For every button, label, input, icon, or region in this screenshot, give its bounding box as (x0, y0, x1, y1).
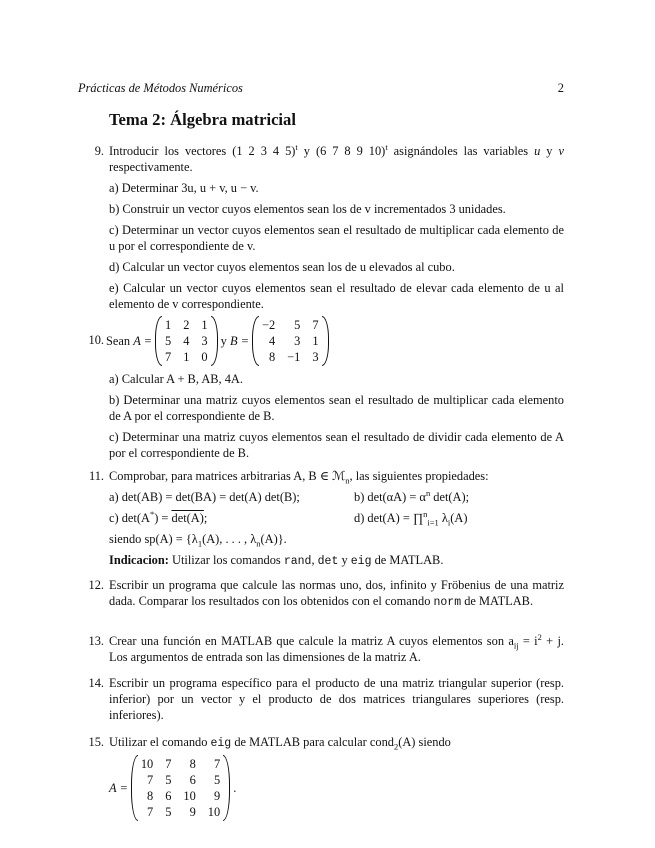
matrix-entry: 8 (147, 789, 154, 803)
matrix-entry: 0 (201, 350, 208, 364)
problem-number: 10. (88, 333, 104, 347)
problem-9 (78, 143, 564, 312)
matrix-entry: 7 (213, 757, 221, 771)
matrix-entry: 4 (268, 334, 276, 348)
matrix-entry: 1 (183, 350, 190, 364)
matrix-entry: 6 (189, 773, 196, 787)
problem-number: 13. (88, 634, 104, 648)
matrix-entry: 7 (165, 757, 172, 771)
matrix-entry: 1 (165, 318, 172, 332)
matrix-entry: 9 (189, 805, 196, 819)
matrix-A-4x4 (131, 755, 230, 821)
subitem-b: b) Construir un vector cuyos elementos sean los de v incrementados 3 unidades. (109, 202, 506, 216)
property-a: a) det(AB) = det(BA) = det(A) det(B); (109, 490, 300, 504)
matrix-entry: 5 (165, 334, 172, 348)
problem-10 (78, 316, 564, 461)
problem-number: 12. (88, 578, 104, 592)
matrix-entry: 1 (201, 318, 208, 332)
property-c: c) det(A*) = det(A); (109, 508, 208, 525)
problem-number: 15. (88, 735, 104, 749)
matrix-entry: 7 (312, 318, 319, 332)
problem-statement: Comprobar, para matrices arbitrarias A, B ∈ ℳ$_n$, las siguientes propiedades: (109, 469, 489, 486)
problem-statement: Introducir los vectores (1 2 3 4 5)$^t$ y (6 7 8 9 10)$^t$ asignándoles las variables u y v respectivamente. (109, 141, 564, 174)
running-title: Prácticas de Métodos Numéricos (78, 81, 243, 95)
subitem-a: a) Determinar 3u, u + v, u − v. (109, 181, 259, 195)
matrix-entry: 7 (147, 805, 154, 819)
matrix-definition: Sean A = 1 2 1 5 4 3 7 1 0 y B = −2 5 7 4 3 1 8 −1 3 (106, 316, 564, 366)
matrix-entry: 7 (147, 773, 154, 787)
matrix-entry: 3 (294, 334, 301, 348)
property-row (109, 489, 564, 505)
subitem-a: a) Calcular A + B, AB, 4A. (109, 372, 243, 386)
property-row (109, 510, 564, 526)
matrix-B (252, 316, 329, 366)
problem-14 (78, 675, 564, 723)
matrix-entry: 6 (165, 789, 172, 803)
matrix-entry: 9 (213, 789, 221, 803)
page-number: 2 (557, 81, 564, 95)
matrix-definition: A = 10 7 8 7 7 5 6 5 8 6 10 9 7 5 9 10 . (109, 757, 237, 819)
problem-number: 14. (88, 676, 104, 690)
matrix-entry: 1 (312, 334, 319, 348)
matrix-entry: −1 (287, 350, 301, 364)
matrix-entry: −2 (261, 318, 276, 332)
page-header (78, 80, 564, 96)
matrix-entry: 3 (201, 334, 208, 348)
subitem-e: e) Calcular un vector cuyos elementos sean el resultado de elevar cada elemento de u al elemento de v correspondiente. (109, 281, 564, 311)
section-title: Tema 2: Álgebra matricial (109, 110, 296, 129)
problem-number: 11. (88, 469, 104, 483)
property-d: d) det(A) = ∏$^n_{i=1}$ $\lambda_i(A)$ (354, 508, 468, 528)
matrix-entry: 5 (165, 773, 172, 787)
matrix-entry: 10 (140, 757, 154, 771)
matrix-entry: 2 (183, 318, 190, 332)
property-b: b) $\det(\alpha A) = \alpha^n$ det(A); (354, 487, 470, 504)
matrix-entry: 8 (268, 350, 276, 364)
matrix-entry: 10 (183, 789, 196, 803)
problem-11 (78, 468, 564, 570)
subitem-c: c) Determinar una matriz cuyos elementos sean el resultado de dividir cada elemento de A por el correspondiente de B. (109, 430, 564, 460)
matrix-A (155, 316, 218, 366)
matrix-entry: 5 (294, 318, 301, 332)
subitem-c: c) Determinar un vector cuyos elementos sean el resultado de multiplicar cada elemento de u por el correspondiente de v. (109, 223, 564, 253)
matrix-entry: 5 (165, 805, 172, 819)
problem-13 (78, 633, 564, 665)
matrix-entry: 10 (207, 805, 221, 819)
problem-statement: Utilizar el comando eig de MATLAB para calcular cond$_2$(A) siendo (109, 735, 451, 752)
problem-statement: Escribir un programa que calcule las normas uno, dos, infinito y Fröbenius de una matriz dada. Comparar los resultados con los obtenidos con el comando norm de MATLAB. (109, 578, 564, 609)
matrix-entry: 4 (183, 334, 190, 348)
subitem-d: d) Calcular un vector cuyos elementos sean los de u elevados al cubo. (109, 260, 455, 274)
matrix-entry: 7 (165, 350, 172, 364)
problem-12 (78, 577, 564, 611)
problem-15 (78, 734, 564, 821)
matrix-entry: 8 (189, 757, 196, 771)
problem-statement: Escribir un programa específico para el producto de una matriz triangular superior (resp. inferior) por un vector y el producto de dos matrices triangulares superiores (resp. inferiores). (109, 676, 564, 722)
matrix-entry: 5 (213, 773, 221, 787)
matrix-entry: 3 (312, 350, 319, 364)
problem-number: 9. (94, 144, 104, 158)
subitem-b: b) Determinar una matriz cuyos elementos sean el resultado de multiplicar cada elemento de A por el correspondiente de B. (109, 393, 564, 423)
problem-statement: Crear una función en MATLAB que calcule la matriz A cuyos elementos son $a_{ij} = i^2 + j$. Los argumentos de entrada son las dimensiones de la matriz A. (109, 631, 564, 664)
hint: Indicacion: Utilizar los comandos rand, det y eig de MATLAB. (109, 553, 444, 568)
spectrum-definition: siendo $sp(A) = \{\lambda_1(A)$, . . . , $\lambda_n(A)$}. (109, 532, 287, 549)
